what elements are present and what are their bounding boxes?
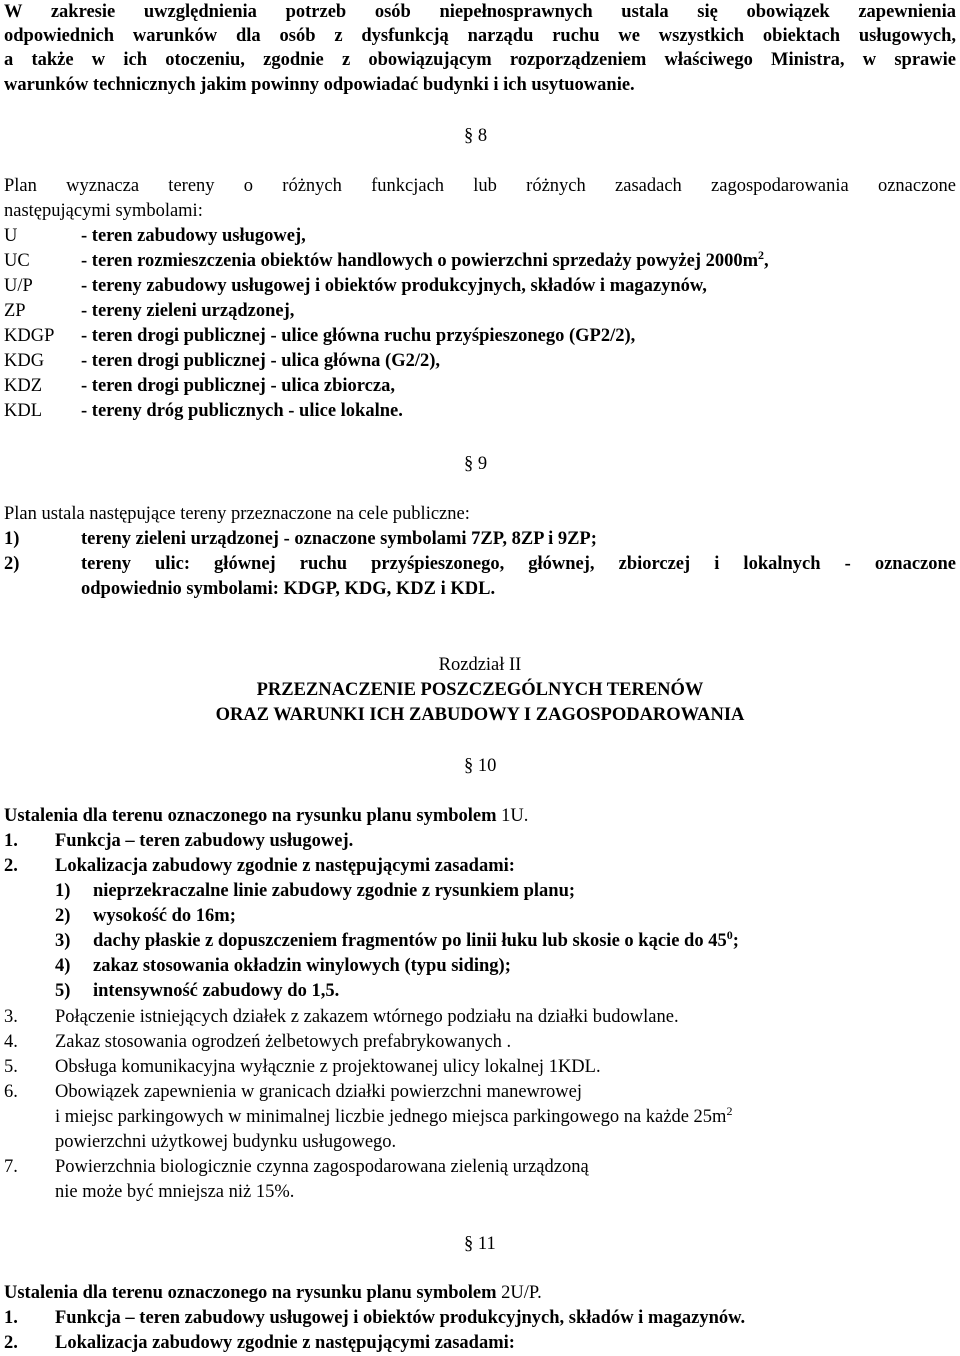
chapter-title-line-2: ORAZ WARUNKI ICH ZABUDOWY I ZAGOSPODAROWANIA [215, 705, 745, 725]
section-9-intro: Plan ustala następujące tereny przeznaczone na cele publiczne: [4, 504, 470, 524]
sub-text-wrap [93, 929, 739, 953]
symbol-description: - teren drogi publicznej - ulica zbiorcza, [81, 376, 395, 396]
item-text-continued: powierzchni użytkowej budynku usługowego. [55, 1132, 397, 1152]
sub-number: 5) [55, 981, 71, 1001]
symbol-description: - teren rozmieszczenia obiektów handlowych o powierzchni sprzedaży powyżej 2000m [81, 251, 759, 271]
item-text: Obsługa komunikacyjna wyłącznie z projektowanej ulicy lokalnej 1KDL. [55, 1057, 601, 1077]
title-text: Ustalenia dla terenu oznaczonego na rysunku planu symbolem [4, 1283, 502, 1303]
item-number: 1. [4, 1308, 18, 1328]
intro-line-3: a także w ich otoczeniu, zgodnie z obowiązującym rozporządzeniem właściwego Ministra, w sprawie [4, 50, 956, 70]
item-number: 4. [4, 1032, 18, 1052]
item-text: Lokalizacja zabudowy zgodnie z następującymi zasadami: [55, 856, 515, 876]
sub-text: nieprzekraczalne linie zabudowy zgodnie z rysunkiem planu; [93, 881, 576, 901]
item-number: 3. [4, 1007, 18, 1027]
item-number: 2. [4, 856, 18, 876]
section-11-heading: § 11 [464, 1234, 496, 1254]
section-8-intro-line-1: Plan wyznacza tereny o różnych funkcjach lub różnych zasadach zagospodarowania oznaczone [4, 176, 956, 196]
list-text-continued: odpowiednio symbolami: KDGP, KDG, KDZ i KDL. [81, 579, 496, 599]
symbol-description: - teren drogi publicznej - ulice główna ruchu przyśpieszonego (GP2/2), [81, 326, 636, 346]
item-number: 2. [4, 1333, 18, 1353]
symbol-description: - tereny zabudowy usługowej i obiektów produkcyjnych, składów i magazynów, [81, 276, 707, 296]
symbol-description: - tereny dróg publicznych - ulice lokalne. [81, 401, 403, 421]
item-number: 6. [4, 1082, 18, 1102]
title-symbol: 2U/P. [501, 1283, 542, 1303]
item-number: 1. [4, 831, 18, 851]
chapter-title-line-1: PRZEZNACZENIE POSZCZEGÓLNYCH TERENÓW [256, 680, 704, 700]
symbol-code: UC [4, 251, 30, 271]
item-text-continued [55, 1105, 732, 1129]
chapter-label: Rozdział II [438, 655, 522, 675]
superscript: 0 [726, 928, 733, 942]
sub-number: 1) [55, 881, 71, 901]
list-number: 1) [4, 529, 20, 549]
symbol-code: U/P [4, 276, 33, 296]
sub-number: 2) [55, 906, 71, 926]
item-text: Połączenie istniejących działek z zakazem wtórnego podziału na działki budowlane. [55, 1007, 679, 1027]
sub-text: intensywność zabudowy do 1,5. [93, 981, 340, 1001]
punctuation: , [764, 251, 769, 271]
item-text: Powierzchnia biologicznie czynna zagospodarowana zielenią urządzoną [55, 1157, 589, 1177]
symbol-description: - teren zabudowy usługowej, [81, 226, 306, 246]
symbol-description-wrap [81, 249, 769, 273]
item-text: i miejsc parkingowych w minimalnej liczbie jednego miejsca parkingowego na każde 25m [55, 1107, 727, 1127]
item-text: Obowiązek zapewnienia w granicach działki powierzchni manewrowej [55, 1082, 583, 1102]
punctuation: ; [732, 931, 739, 951]
item-text: Zakaz stosowania ogrodzeń żelbetowych prefabrykowanych . [55, 1032, 512, 1052]
item-text: Lokalizacja zabudowy zgodnie z następującymi zasadami: [55, 1333, 515, 1353]
intro-line-4: warunków technicznych jakim powinny odpowiadać budynki i ich usytuowanie. [4, 75, 635, 95]
item-text: Funkcja – teren zabudowy usługowej i obiektów produkcyjnych, składów i magazynów. [55, 1308, 746, 1328]
symbol-description: - tereny zieleni urządzonej, [81, 301, 295, 321]
symbol-code: ZP [4, 301, 26, 321]
item-text-continued: nie może być mniejsza niż 15%. [55, 1182, 295, 1202]
section-10-title [4, 804, 528, 828]
title-text: Ustalenia dla terenu oznaczonego na rysunku planu symbolem [4, 806, 502, 826]
superscript: 2 [726, 1104, 733, 1118]
item-number: 5. [4, 1057, 18, 1077]
section-9-heading: § 9 [464, 454, 488, 474]
sub-number: 3) [55, 931, 71, 951]
sub-text: dachy płaskie z dopuszczeniem fragmentów po linii łuku lub skosie o kącie do 45 [93, 931, 727, 951]
section-8-intro-line-2: następującymi symbolami: [4, 201, 203, 221]
list-text: tereny zieleni urządzonej - oznaczone symbolami 7ZP, 8ZP i 9ZP; [81, 529, 597, 549]
item-text: Funkcja – teren zabudowy usługowej. [55, 831, 354, 851]
section-10-heading: § 10 [464, 756, 497, 776]
title-symbol: 1U. [501, 806, 529, 826]
symbol-code: U [4, 226, 18, 246]
list-text: tereny ulic: głównej ruchu przyśpieszonego, głównej, zbiorczej i lokalnych - oznaczone [81, 554, 956, 574]
section-8-heading: § 8 [464, 126, 488, 146]
item-number: 7. [4, 1157, 18, 1177]
symbol-code: KDG [4, 351, 45, 371]
symbol-code: KDL [4, 401, 43, 421]
intro-line-2: odpowiednich warunków dla osób z dysfunkcją narządu ruchu we wszystkich obiektach usługowych, [4, 26, 956, 46]
sub-number: 4) [55, 956, 71, 976]
symbol-description: - teren drogi publicznej - ulica główna (G2/2), [81, 351, 441, 371]
sub-text: wysokość do 16m; [93, 906, 236, 926]
list-number: 2) [4, 554, 20, 574]
symbol-code: KDZ [4, 376, 43, 396]
sub-text: zakaz stosowania okładzin winylowych (typu siding); [93, 956, 511, 976]
intro-line-1: W zakresie uwzględnienia potrzeb osób niepełnosprawnych ustala się obowiązek zapewnienia [4, 2, 956, 22]
superscript: 2 [758, 248, 765, 262]
section-11-title [4, 1281, 542, 1305]
symbol-code: KDGP [4, 326, 55, 346]
